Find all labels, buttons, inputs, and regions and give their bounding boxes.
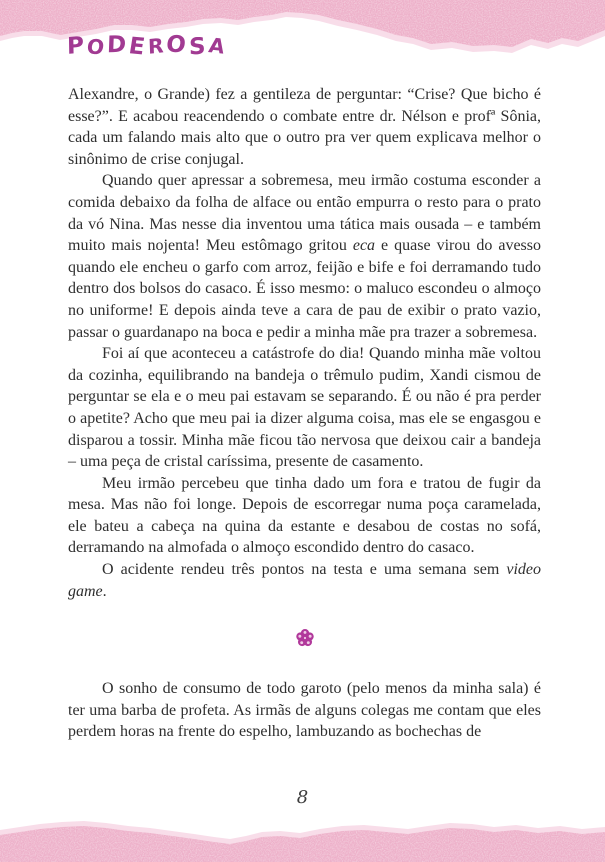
page-number: 8: [296, 787, 309, 808]
bottom-torn-paper-edge: [0, 820, 605, 862]
paragraph: Alexandre, o Grande) fez a gentileza de perguntar: “Crise? Que bicho é esse?”. E acabou reacendendo o combate entre dr. Nélson e profª Sônia, cada um falando mais alto que o outro pra ver quem explicava melhor o sinônimo de crise conjugal.: [68, 86, 541, 168]
body-text: [68, 84, 541, 743]
paragraph: Foi aí que aconteceu a catástrofe do dia! Quando minha mãe voltou da cozinha, equilibrando na bandeja o trêmulo pudim, Xandi cismou de perguntar se ela e o meu pai estavam se separando. É ou não é pra perder o apetite? Acho que meu pai ia dizer alguma coisa, mas ele se engasgou e disparou a tossir. Minha mãe ficou tão nervosa que deixou cair a bandeja – uma peça de cristal caríssima, presente de casamento.: [68, 345, 541, 471]
paragraph: Meu irmão percebeu que tinha dado um fora e tratou de fugir da mesa. Mas não foi longe. Depois de escorregar numa poça caramelada, ele bateu a cabeça na quina da estante e desabou de costas no sofá, derramando na almofada o almoço escondido dentro do casaco.: [68, 474, 541, 557]
italic-text: video game: [68, 561, 541, 600]
paragraph: O sonho de consumo de todo garoto (pelo menos da minha sala) é ter uma barba de profeta. As irmãs de alguns colegas me contam que eles perdem horas na frente do espelho, lambuzando as bochechas de: [68, 680, 541, 741]
paragraph: Quando quer apressar a sobremesa, meu irmão costuma esconder a comida debaixo da folha de alface ou então empurra o resto para o prato da vó Nina. Mas nesse dia inventou uma tática mais ousada – e também muito mais nojenta! Meu estômago gritou eca e quase virou do avesso quando ele encheu o garfo com arroz, feijão e bife e foi derramando tudo dentro dos bolsos do casaco. É isso mesmo: o maluco escondeu o almoço no uniforme! E depois ainda teve a cara de pau de exibir o prato vazio, passar o guardanapo na boca e pedir a minha mãe pra trazer a sobremesa.: [68, 172, 542, 341]
page-header-title: PODEROSA: [66, 31, 230, 61]
paragraph: O acidente rendeu três pontos na testa e uma semana sem video game.: [68, 561, 541, 600]
ornament-row: [68, 627, 541, 649]
flower-icon: [294, 627, 316, 649]
italic-text: eca: [352, 237, 376, 255]
